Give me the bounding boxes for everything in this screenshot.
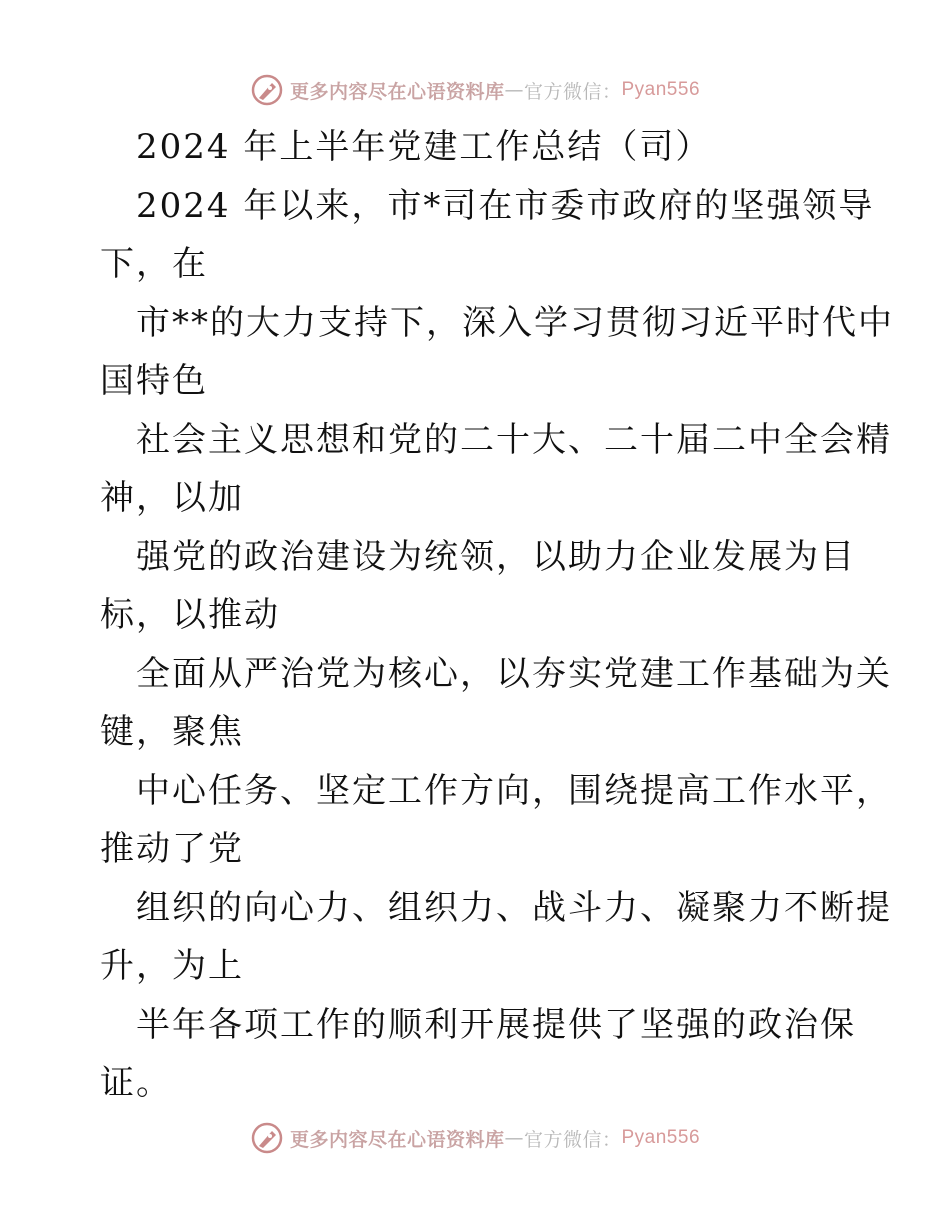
paragraph-line: 升，为上	[100, 946, 244, 986]
watermark-text: 更多内容尽在心语资料库	[289, 80, 505, 103]
paragraph-line: 推动了党	[100, 829, 244, 869]
paragraph-line: 中心任务、坚定工作方向，围绕提高工作水平，	[136, 770, 892, 811]
paragraph-line: 证。	[100, 1063, 172, 1103]
paragraph-line: 强党的政治建设为统领，以助力企业发展为目	[136, 536, 856, 577]
watermark-separator: —	[504, 79, 524, 101]
paragraph-line: 社会主义思想和党的二十大、二十届二中全会精	[136, 419, 892, 460]
watermark-footer	[0, 1118, 950, 1158]
watermark-contact-label: 官方微信：	[523, 80, 622, 103]
paragraph-line: 键，聚焦	[100, 712, 244, 752]
document-title: 2024 年上半年党建工作总结（司）	[136, 127, 712, 167]
paragraph-line: 下，在	[100, 244, 208, 284]
paragraph-line: 半年各项工作的顺利开展提供了坚强的政治保	[136, 1004, 856, 1045]
paragraph-line: 2024 年以来，市*司在市委市政府的坚强领导	[136, 185, 875, 226]
paragraph-line: 组织的向心力、组织力、战斗力、凝聚力不断提	[136, 887, 892, 928]
paragraph-line: 神，以加	[100, 478, 244, 518]
watermark-wechat-id: Pyan556	[621, 79, 701, 100]
watermark-separator: —	[504, 1127, 524, 1149]
document-body	[100, 118, 894, 1113]
paragraph-line: 市**的大力支持下，深入学习贯彻习近平时代中	[136, 302, 894, 343]
paragraph-line: 标，以推动	[100, 595, 280, 635]
watermark-wechat-id: Pyan556	[621, 1127, 701, 1148]
paragraph-line: 国特色	[100, 361, 208, 401]
watermark-text: 更多内容尽在心语资料库	[289, 1128, 505, 1151]
pen-nib-circle-icon	[250, 1121, 284, 1155]
watermark-header	[0, 70, 950, 110]
watermark-contact-label: 官方微信：	[523, 1128, 622, 1151]
pen-nib-circle-icon	[250, 73, 284, 107]
paragraph-line: 全面从严治党为核心，以夯实党建工作基础为关	[136, 653, 892, 694]
